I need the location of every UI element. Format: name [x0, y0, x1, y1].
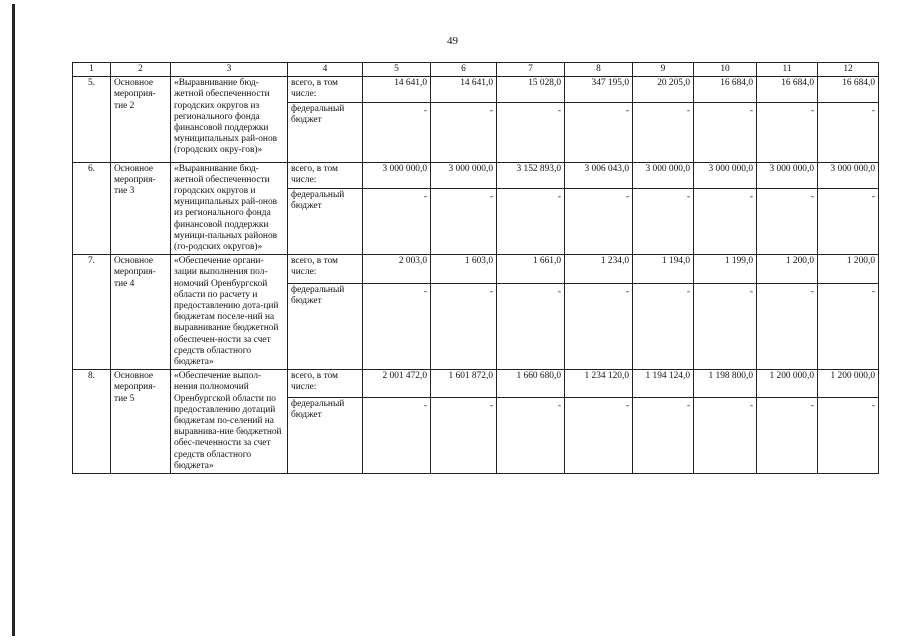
dash-value: - [625, 192, 629, 203]
dash-value: - [749, 287, 753, 298]
total-value: 3 000 000,0 [757, 162, 818, 189]
table-row [73, 77, 879, 102]
dash-value: - [810, 192, 814, 203]
federal-budget-value [431, 284, 497, 370]
row-number: 5. [73, 77, 111, 162]
federal-budget-value [818, 397, 879, 473]
dash-value: - [686, 287, 690, 298]
dash-value: - [423, 287, 427, 298]
total-value: 20 205,0 [633, 77, 694, 102]
federal-budget-value [694, 397, 757, 473]
dash-value: - [423, 192, 427, 203]
federal-budget-value [565, 102, 633, 162]
table-row [73, 370, 879, 398]
federal-budget-value [565, 284, 633, 370]
page-number: 49 [447, 35, 458, 47]
dash-value: - [686, 105, 690, 116]
total-value: 1 194 124,0 [633, 370, 694, 398]
federal-budget-value [757, 102, 818, 162]
federal-budget-value [363, 102, 431, 162]
total-label: всего, в том числе: [288, 370, 363, 398]
total-value: 14 641,0 [363, 77, 431, 102]
dash-value: - [810, 287, 814, 298]
federal-budget-value [565, 189, 633, 255]
dash-value: - [557, 192, 561, 203]
dash-value: - [871, 192, 875, 203]
total-value: 1 200 000,0 [757, 370, 818, 398]
federal-budget-value [431, 397, 497, 473]
activity-description: «Обеспечение органи-зации выполнения пол-номочий Оренбургской области по расчету и предоставлению дота-ций бюджетам поселе-ний на выравнивание бюджетной обеспечен-ности за счет средств областного бюджета» [171, 255, 288, 370]
federal-budget-value [363, 189, 431, 255]
dash-value: - [489, 105, 493, 116]
table-row [73, 162, 879, 189]
federal-budget-label: федеральный бюджет [288, 397, 363, 473]
activity-name: Основное мероприя-тие 2 [111, 77, 171, 162]
federal-budget-value [565, 397, 633, 473]
dash-value: - [489, 192, 493, 203]
total-value: 15 028,0 [497, 77, 565, 102]
dash-value: - [489, 400, 493, 411]
total-value: 2 001 472,0 [363, 370, 431, 398]
federal-budget-value [497, 397, 565, 473]
federal-budget-value [818, 102, 879, 162]
total-value: 3 152 893,0 [497, 162, 565, 189]
total-value: 1 234 120,0 [565, 370, 633, 398]
total-value: 1 200,0 [757, 255, 818, 284]
federal-budget-value [497, 102, 565, 162]
activity-name: Основное мероприя-тие 4 [111, 255, 171, 370]
column-header: 3 [171, 63, 288, 77]
dash-value: - [557, 287, 561, 298]
activity-description: «Выравнивание бюд-жетной обеспеченности городских округов из регионального фонда финансовой поддержки муниципальных рай-онов (городских окру-гов)» [171, 77, 288, 162]
total-value: 1 199,0 [694, 255, 757, 284]
column-header: 6 [431, 63, 497, 77]
activity-description: «Обеспечение выпол-нения полномочий Оренбургской области по предоставлению дотаций бюджетам по-селений на выравнива-ние бюджетной обес-печенности за счет средств областного бюджета» [171, 370, 288, 474]
total-value: 3 000 000,0 [694, 162, 757, 189]
column-header: 1 [73, 63, 111, 77]
federal-budget-value [757, 284, 818, 370]
total-value: 3 006 043,0 [565, 162, 633, 189]
federal-budget-value [497, 284, 565, 370]
total-value: 3 000 000,0 [818, 162, 879, 189]
total-value: 2 003,0 [363, 255, 431, 284]
total-value: 1 234,0 [565, 255, 633, 284]
total-value: 1 200 000,0 [818, 370, 879, 398]
dash-value: - [810, 105, 814, 116]
federal-budget-value [431, 102, 497, 162]
federal-budget-value [694, 189, 757, 255]
federal-budget-value [633, 189, 694, 255]
dash-value: - [871, 105, 875, 116]
dash-value: - [686, 400, 690, 411]
total-value: 1 601 872,0 [431, 370, 497, 398]
total-value: 1 194,0 [633, 255, 694, 284]
dash-value: - [423, 105, 427, 116]
federal-budget-label: федеральный бюджет [288, 284, 363, 370]
total-value: 16 684,0 [757, 77, 818, 102]
total-label: всего, в том числе: [288, 162, 363, 189]
column-header: 9 [633, 63, 694, 77]
column-header: 5 [363, 63, 431, 77]
federal-budget-value [757, 189, 818, 255]
total-value: 1 198 800,0 [694, 370, 757, 398]
federal-budget-value [694, 102, 757, 162]
table-body [73, 63, 879, 474]
dash-value: - [749, 400, 753, 411]
total-value: 1 603,0 [431, 255, 497, 284]
federal-budget-value [818, 284, 879, 370]
federal-budget-value [497, 189, 565, 255]
column-header: 2 [111, 63, 171, 77]
total-value: 1 660 680,0 [497, 370, 565, 398]
federal-budget-label: федеральный бюджет [288, 189, 363, 255]
page-edge-line [12, 4, 15, 636]
dash-value: - [749, 105, 753, 116]
budget-table [72, 62, 879, 474]
column-header: 8 [565, 63, 633, 77]
activity-name: Основное мероприя-тие 3 [111, 162, 171, 255]
federal-budget-value [694, 284, 757, 370]
federal-budget-value [633, 102, 694, 162]
column-header: 12 [818, 63, 879, 77]
federal-budget-value [363, 397, 431, 473]
dash-value: - [625, 287, 629, 298]
total-value: 3 000 000,0 [431, 162, 497, 189]
header-row [73, 63, 879, 77]
federal-budget-value [633, 397, 694, 473]
row-number: 6. [73, 162, 111, 255]
dash-value: - [489, 287, 493, 298]
total-value: 16 684,0 [818, 77, 879, 102]
column-header: 4 [288, 63, 363, 77]
row-number: 7. [73, 255, 111, 370]
federal-budget-value [757, 397, 818, 473]
total-label: всего, в том числе: [288, 255, 363, 284]
row-number: 8. [73, 370, 111, 474]
dash-value: - [625, 400, 629, 411]
activity-description: «Выравнивание бюд-жетной обеспеченности городских округов и муниципальных рай-онов из регионального фонда финансовой поддержки муници-пальных районов (го-родских округов)» [171, 162, 288, 255]
dash-value: - [557, 105, 561, 116]
total-label: всего, в том числе: [288, 77, 363, 102]
dash-value: - [871, 287, 875, 298]
dash-value: - [810, 400, 814, 411]
federal-budget-value [431, 189, 497, 255]
dash-value: - [625, 105, 629, 116]
total-value: 3 000 000,0 [363, 162, 431, 189]
dash-value: - [686, 192, 690, 203]
table-row [73, 255, 879, 284]
column-header: 7 [497, 63, 565, 77]
total-value: 3 000 000,0 [633, 162, 694, 189]
total-value: 16 684,0 [694, 77, 757, 102]
federal-budget-value [363, 284, 431, 370]
total-value: 1 200,0 [818, 255, 879, 284]
federal-budget-label: федеральный бюджет [288, 102, 363, 162]
column-header: 10 [694, 63, 757, 77]
activity-name: Основное мероприя-тие 5 [111, 370, 171, 474]
column-header: 11 [757, 63, 818, 77]
federal-budget-value [818, 189, 879, 255]
total-value: 14 641,0 [431, 77, 497, 102]
total-value: 1 661,0 [497, 255, 565, 284]
dash-value: - [423, 400, 427, 411]
total-value: 347 195,0 [565, 77, 633, 102]
dash-value: - [749, 192, 753, 203]
dash-value: - [871, 400, 875, 411]
dash-value: - [557, 400, 561, 411]
federal-budget-value [633, 284, 694, 370]
